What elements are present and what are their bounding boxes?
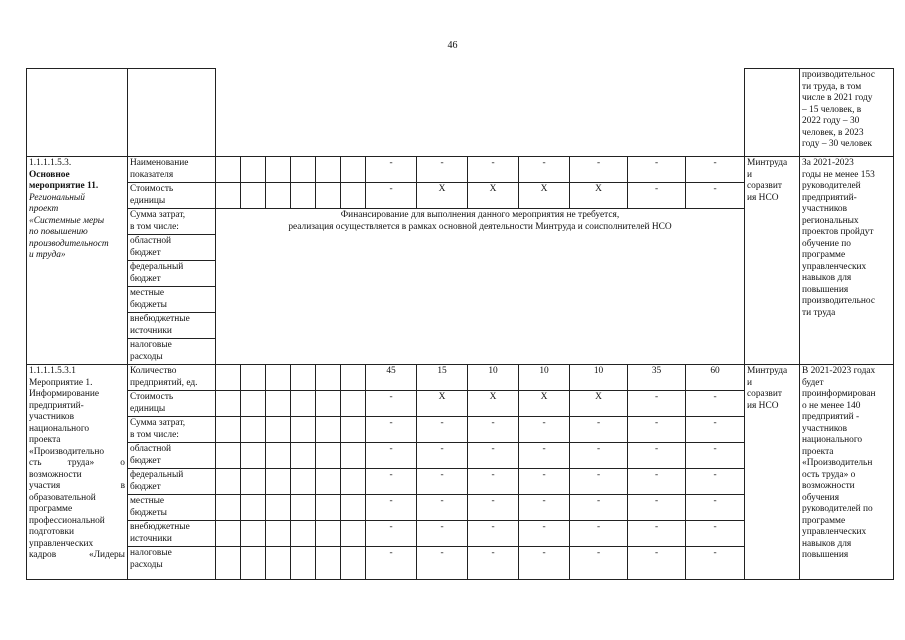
s1-result: За 2021-2023 годы не менее 153 руководителей предприятий- участников региональных проектов пройдут обучение по программе управленческих навыков для повышения производительнос ти труда bbox=[800, 157, 894, 365]
s2-r7-label: налоговые расходы bbox=[128, 547, 216, 580]
s1-r2-v5: X bbox=[570, 183, 628, 209]
s2-r3-v2: - bbox=[417, 443, 468, 469]
s2-r4-v2: - bbox=[417, 469, 468, 495]
s2-r2-v4: - bbox=[519, 417, 570, 443]
s2-r7-v6: - bbox=[628, 547, 686, 580]
s2-title-line-mid: возможности bbox=[29, 469, 82, 480]
page-number: 46 bbox=[447, 40, 458, 51]
s1-label-regional: областной бюджет bbox=[128, 235, 216, 261]
s1-r1-v2: - bbox=[417, 157, 468, 183]
s2-r3-v4: - bbox=[519, 443, 570, 469]
cont-indicator-cell bbox=[128, 69, 216, 157]
s2-r1-v3: X bbox=[468, 391, 519, 417]
s1-label-local: местные бюджеты bbox=[128, 287, 216, 313]
s2-r2-v7: - bbox=[686, 417, 745, 443]
s1-r1-v4: - bbox=[519, 157, 570, 183]
s2-r1-v1: - bbox=[366, 391, 417, 417]
s2-row-0 bbox=[27, 365, 894, 391]
s1-r2-v6: - bbox=[628, 183, 686, 209]
s2-r0-v4: 10 bbox=[519, 365, 570, 391]
s2-title-line-justified-1: сть труда» о bbox=[29, 458, 125, 468]
s2-r2-v6: - bbox=[628, 417, 686, 443]
s2-r4-v7: - bbox=[686, 469, 745, 495]
s1-r2-v1: - bbox=[366, 183, 417, 209]
continuation-row bbox=[27, 69, 894, 157]
s2-code: 1.1.1.1.5.3.1 bbox=[29, 366, 76, 376]
s1-r2-v2: X bbox=[417, 183, 468, 209]
s2-r7-v5: - bbox=[570, 547, 628, 580]
s2-r2-label: Сумма затрат, в том числе: bbox=[128, 417, 216, 443]
s1-label-tax: налоговые расходы bbox=[128, 339, 216, 365]
s2-r7-v1: - bbox=[366, 547, 417, 580]
s2-r1-v4: X bbox=[519, 391, 570, 417]
s2-r0-v5: 10 bbox=[570, 365, 628, 391]
s1-r1-v3: - bbox=[468, 157, 519, 183]
s2-r0-label: Количество предприятий, ед. bbox=[128, 365, 216, 391]
s2-r4-v3: - bbox=[468, 469, 519, 495]
s1-r1-v7: - bbox=[686, 157, 745, 183]
activities-table bbox=[26, 68, 894, 580]
s2-r2-v5: - bbox=[570, 417, 628, 443]
s1-title-bold: Основное мероприятие 11. bbox=[29, 169, 99, 191]
s2-r5-label: местные бюджеты bbox=[128, 495, 216, 521]
s2-r6-v7: - bbox=[686, 521, 745, 547]
s1-r2-v7: - bbox=[686, 183, 745, 209]
s2-activity-name bbox=[27, 365, 128, 580]
s2-title-part1: Мероприятие 1. Информирование предприятий- участников национального проекта «Производительно bbox=[29, 377, 105, 457]
s2-r0-v6: 35 bbox=[628, 365, 686, 391]
s2-r1-label: Стоимость единицы bbox=[128, 391, 216, 417]
s1-r1-v1: - bbox=[366, 157, 417, 183]
s2-r4-v5: - bbox=[570, 469, 628, 495]
s2-r5-v4: - bbox=[519, 495, 570, 521]
s2-r7-v3: - bbox=[468, 547, 519, 580]
s2-r5-v3: - bbox=[468, 495, 519, 521]
s2-r4-v1: - bbox=[366, 469, 417, 495]
s2-r6-label: внебюджетные источники bbox=[128, 521, 216, 547]
cont-responsible-cell bbox=[745, 69, 800, 157]
s2-r3-v6: - bbox=[628, 443, 686, 469]
s2-title-line-justified-3: кадров «Лидеры bbox=[29, 550, 125, 560]
s2-r5-v1: - bbox=[366, 495, 417, 521]
s1-r2-v3: X bbox=[468, 183, 519, 209]
s2-r6-v1: - bbox=[366, 521, 417, 547]
s1-activity-name bbox=[27, 157, 128, 365]
s2-r3-v5: - bbox=[570, 443, 628, 469]
s1-responsible: Минтруда и соразвит ия НСО bbox=[745, 157, 800, 365]
s2-r2-v3: - bbox=[468, 417, 519, 443]
s2-responsible: Минтруда и соразвит ия НСО bbox=[745, 365, 800, 580]
s2-r3-label: областной бюджет bbox=[128, 443, 216, 469]
s2-r1-v6: - bbox=[628, 391, 686, 417]
s1-label-federal: федеральный бюджет bbox=[128, 261, 216, 287]
s2-r4-v4: - bbox=[519, 469, 570, 495]
s2-title-line-justified-2: участия в bbox=[29, 481, 125, 491]
s2-r4-label: федеральный бюджет bbox=[128, 469, 216, 495]
s2-r1-v2: X bbox=[417, 391, 468, 417]
cont-result-text: производительнос ти труда, в том числе в 2021 году – 15 человек, в 2022 году – 30 человек, в 2023 году – 30 человек bbox=[800, 69, 894, 157]
s2-r3-v7: - bbox=[686, 443, 745, 469]
s1-code: 1.1.1.1.5.3. bbox=[29, 158, 72, 168]
s2-r5-v6: - bbox=[628, 495, 686, 521]
s1-financing-note: Финансирование для выполнения данного мероприятия не требуется, реализация осуществляется в рамках основной деятельности Минтруда и соисполнителей НСО bbox=[216, 209, 745, 365]
s2-r0-v3: 10 bbox=[468, 365, 519, 391]
s2-r0-v7: 60 bbox=[686, 365, 745, 391]
s2-r5-v5: - bbox=[570, 495, 628, 521]
s2-r6-v5: - bbox=[570, 521, 628, 547]
s1-row-indicator bbox=[27, 157, 894, 183]
s2-r7-v7: - bbox=[686, 547, 745, 580]
s2-r6-v3: - bbox=[468, 521, 519, 547]
s2-r3-v3: - bbox=[468, 443, 519, 469]
s2-r0-v1: 45 bbox=[366, 365, 417, 391]
s2-r6-v2: - bbox=[417, 521, 468, 547]
s2-r2-v2: - bbox=[417, 417, 468, 443]
s2-r1-v7: - bbox=[686, 391, 745, 417]
s2-r2-v1: - bbox=[366, 417, 417, 443]
s2-result: В 2021-2023 годах будет проинформирован о не менее 140 предприятий - участников национального проекта «Производительн ость труда» о возможности обучения руководителей по программе управленческих навыков для повышения bbox=[800, 365, 894, 580]
s1-r1-v6: - bbox=[628, 157, 686, 183]
s2-r1-v5: X bbox=[570, 391, 628, 417]
s2-r7-v2: - bbox=[417, 547, 468, 580]
s1-label-offbudget: внебюджетные источники bbox=[128, 313, 216, 339]
cont-empty-cell bbox=[216, 69, 745, 157]
s2-r3-v1: - bbox=[366, 443, 417, 469]
s2-r6-v6: - bbox=[628, 521, 686, 547]
s1-r1-label: Наименование показателя bbox=[128, 157, 216, 183]
s2-r5-v2: - bbox=[417, 495, 468, 521]
s1-r1-v5: - bbox=[570, 157, 628, 183]
s2-r5-v7: - bbox=[686, 495, 745, 521]
s1-r2-v4: X bbox=[519, 183, 570, 209]
cont-name-cell bbox=[27, 69, 128, 157]
s2-r0-v2: 15 bbox=[417, 365, 468, 391]
s2-title-part2: образовательной программе профессиональной подготовки управленческих bbox=[29, 492, 105, 549]
s1-title-italic: Региональный проект «Системные меры по повышению производительност и труда» bbox=[29, 192, 109, 260]
s1-label-total: Сумма затрат, в том числе: bbox=[128, 209, 216, 235]
s2-r6-v4: - bbox=[519, 521, 570, 547]
s2-r7-v4: - bbox=[519, 547, 570, 580]
s2-r4-v6: - bbox=[628, 469, 686, 495]
s1-r2-label: Стоимость единицы bbox=[128, 183, 216, 209]
